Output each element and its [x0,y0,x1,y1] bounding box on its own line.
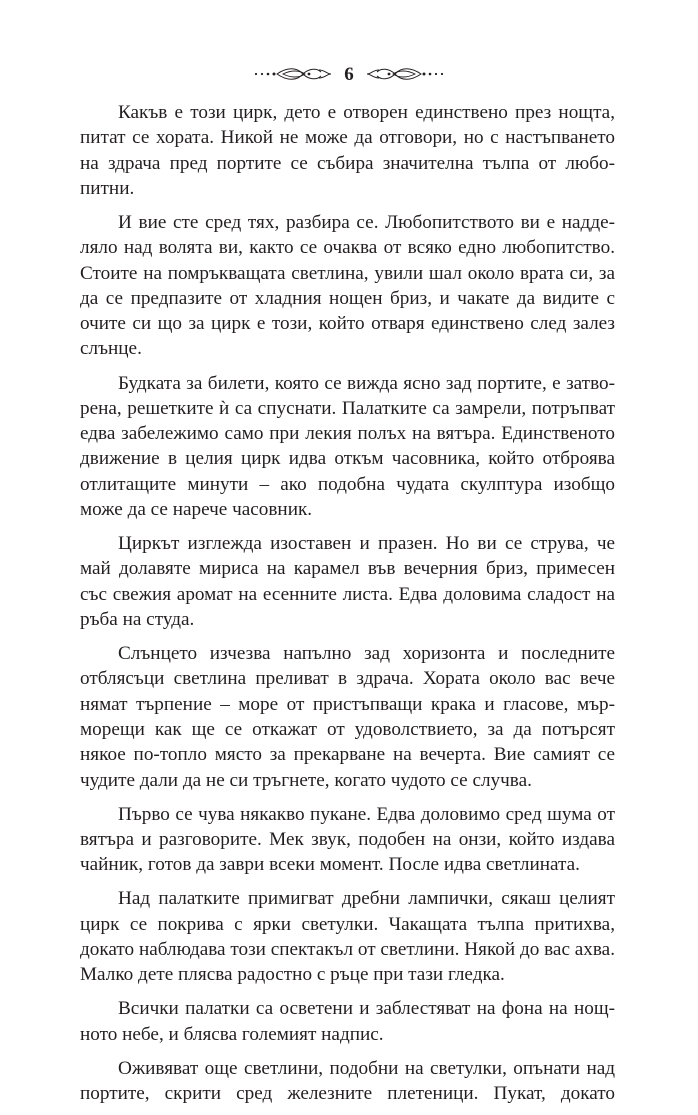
paragraph: Циркът изглежда изоставен и празен. Но ви се струва, че май долавяте мириса на карамел във вечерния бриз, примесен със свежия аромат на есенните листа. Едва доловима сладост на ръба на студа. [80,533,615,631]
page-number: 6 [344,63,354,85]
flourish-ornament-icon [365,66,445,82]
paragraph: Слънцето изчезва напълно зад хоризонта и последните отблясъци светлина преливат в здрача. Хората около вас вече нямат търпение – море от пристъпващи крака и гласове, мърморещи как ще се откажат от удоволствието, за да потърсят някое по-топло място за прекарване на вечерта. Вие самият се чудите дали да не си тръгнете, когато чудото се случва. [80,643,615,791]
page-header [0,60,698,88]
paragraph: Всички палатки са осветени и заблестяват на фона на нощното небе, и блясва големият надпис. [80,998,615,1045]
paragraph: Оживяват още светлини, подобни на светулки, опънати над портите, скрити сред железните плетеници. Пукат, докато [80,1057,615,1105]
paragraph: Какъв е този цирк, дето е отворен единствено през нощта, питат се хората. Никой не може да отговори, но с настъпването на здрача пред портите се събира значителна тълпа от любопитни. [80,102,615,199]
paragraph: Над палатките примигват дребни лампички, сякаш целият цирк се покрива с ярки светулки. Чакащата тълпа притихва, докато наблюдава този спектакъл от светлини. Някой до вас ахва. Малко дете плясва радостно с ръце при тази гледка. [80,888,615,986]
paragraph: Първо се чува някакво пукане. Едва доловимо сред шума от вятъра и разговорите. Мек звук, подобен на онзи, който издава чайник, готов да заври всеки момент. После идва светлината. [80,803,615,876]
paragraph: И вие сте сред тях, разбира се. Любопитството ви е надделяло над волята ви, както се очаква от всяко едно любопитство. Стоите на помръкващата светлина, увили шал около врата си, за да се предпазите от хладния нощен бриз, и чакате да видите с очите си що за цирк е този, който отваря единствено след залез слънце. [80,211,615,360]
flourish-ornament-icon [253,66,333,82]
paragraph: Будката за билети, която се вижда ясно зад портите, е затворена, решетките ѝ са спуснати. Палатките са замрели, потръпват едва забележимо само при лекия полъх на вятъра. Единственото движение в целия цирк идва откъм часовника, който отброява отлитащите минути – ако подобна чудата скулптура изобщо може да се нарече часовник. [80,372,615,521]
body-text [80,100,615,1115]
